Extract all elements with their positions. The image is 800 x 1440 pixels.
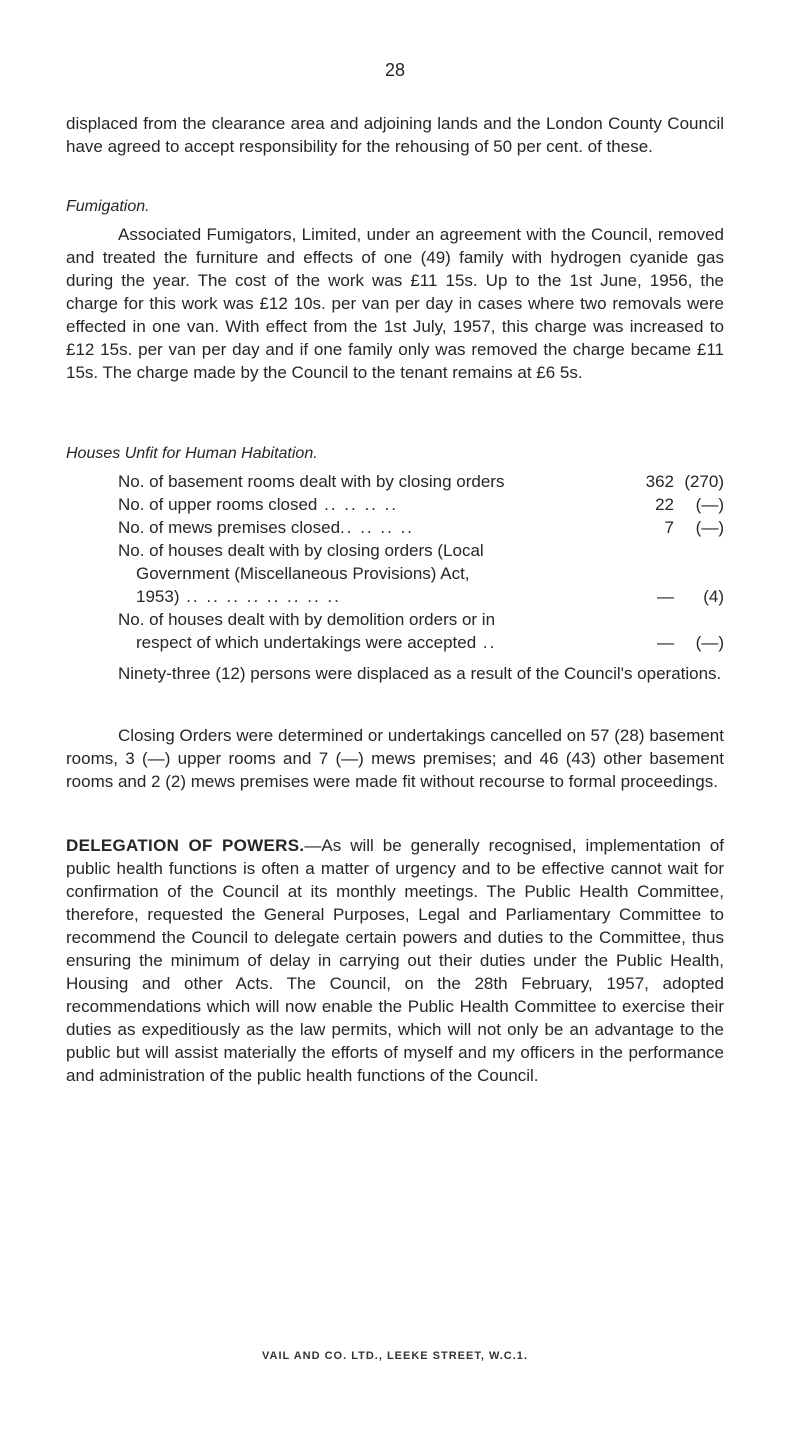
intro-paragraph: displaced from the clearance area and adjoining lands and the London County Council have agreed to accept responsibility for the rehousing of 50 per cent. of these. [66,114,724,156]
row-value-previous: (—) [695,518,724,537]
row-value-previous: (270) [684,472,724,491]
displaced-paragraph: Ninety-three (12) persons were displaced as a result of the Council's operations. [118,664,722,683]
row-label: No. of upper rooms closed .. .. .. .. [118,495,399,514]
row-label: No. of mews premises closed.. .. .. .. [118,518,414,537]
fumigation-section [66,195,724,218]
houses-unfit-heading: Houses Unfit for Human Habitation. [66,445,318,462]
row-value-previous: (—) [695,495,724,514]
table-row [118,470,724,493]
delegation-paragraph [66,834,724,1087]
row-value-current: — [657,633,674,652]
row-value-current: 362 [645,472,674,491]
row-label: No. of basement rooms dealt with by closing orders [118,472,505,491]
row-label-line: No. of houses dealt with by demolition orders or in [118,610,496,629]
fumigation-heading: Fumigation. [66,198,150,215]
closing-orders-paragraph: Closing Orders were determined or undertakings cancelled on 57 (28) basement rooms, 3 (—) upper rooms and 7 (—) mews premises; and 46 (43) other basement rooms and 2 (2) mews premises were made fit without recourse to formal proceedings. [66,726,724,791]
row-label-line: Government (Miscellaneous Provisions) Act, [136,564,470,583]
row-label: respect of which undertakings were accepted .. [136,633,497,652]
printer-footer: VAIL AND CO. LTD., LEEKE STREET, W.C.1. [262,1350,528,1362]
row-label: 1953) .. .. .. .. .. .. .. .. [136,587,341,606]
fumigation-paragraph-block [66,223,724,384]
delegation-body: —As will be generally recognised, implementation of public health functions is often a matter of urgency and to be effective cannot wait for confirmation of the Council at its monthly meetings. The Public Health Committee, therefore, requested the General Purposes, Legal and Parliamentary Committee to recommend the Council to delegate certain powers and duties to the Committee, thus ensuring the minimum of delay in carrying out their duties under the Public Health, Housing and other Acts. The Council, on the 28th February, 1957, adopted recommendations which will now enable the Public Health Committee to exercise their duties as expeditiously as the law permits, which will not only be an advantage to the public but will assist materially the efforts of myself and my officers in the performance and administration of the public health functions of the Council. [66,836,724,1085]
row-value-previous: (—) [695,633,724,652]
delegation-heading: DELEGATION OF POWERS. [66,836,305,855]
table-row [118,516,724,539]
houses-unfit-table [118,470,724,654]
displaced-paragraph-block [66,662,724,685]
table-row [118,585,724,608]
table-row-multiline [118,539,724,608]
row-value-current: — [657,587,674,606]
table-row-multiline [118,608,724,654]
table-row [118,631,724,654]
page-number: 28 [384,60,406,80]
houses-unfit-section [66,442,724,465]
row-label-line: No. of houses dealt with by closing orders (Local [118,541,484,560]
row-value-current: 7 [664,518,674,537]
closing-orders-paragraph-block [66,724,724,793]
row-value-previous: (4) [703,587,724,606]
delegation-section [66,834,724,1087]
row-value-current: 22 [655,495,674,514]
table-row [118,493,724,516]
intro-paragraph-block [66,112,724,158]
fumigation-paragraph: Associated Fumigators, Limited, under an agreement with the Council, removed and treated the furniture and effects of one (49) family with hydrogen cyanide gas during the year. The cost of the work was £11 15s. Up to the 1st June, 1956, the charge for this work was £12 10s. per van per day in cases where two removals were effected in one van. With effect from the 1st July, 1957, this charge was increased to £12 15s. per van per day and if one family only was removed the charge became £11 15s. The charge made by the Council to the tenant remains at £6 5s. [66,225,724,382]
